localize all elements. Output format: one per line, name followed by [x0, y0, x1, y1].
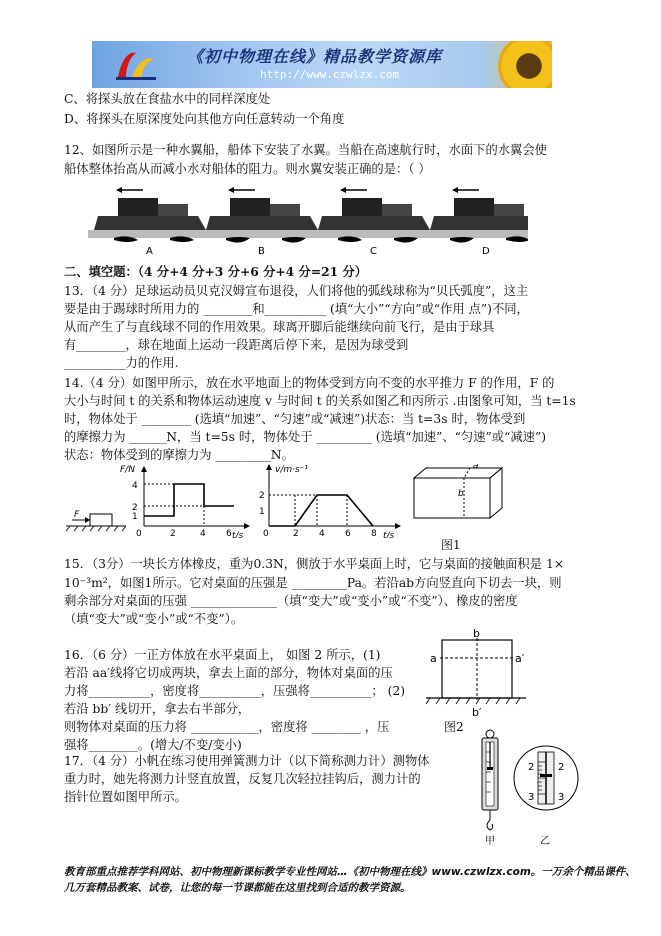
- q14-line-1: 14.（4 分）如图甲所示，放在水平地面上的物体受到方向不变的水平推力 F 的作用，F 的: [64, 376, 555, 390]
- q16-line-3: 力将__________，密度将__________，压强将__________； (2): [64, 684, 406, 698]
- q16-line-5: 则物体对桌面的压力将 ___________，密度将 ________ ，压: [64, 720, 390, 734]
- boat-b: [200, 187, 325, 257]
- v-t-ytick-2: 2: [259, 491, 265, 501]
- boat-label-c: C: [370, 246, 377, 257]
- f-t-ytick-4: 4: [132, 481, 138, 491]
- velocity-time-figure: [255, 460, 405, 538]
- q16-line-6: 强将________。(增大/不变/变小): [64, 738, 242, 752]
- q16-line-1: 16．（6 分）一正方体放在水平桌面上， 如图 2 所示，(1): [64, 648, 381, 662]
- option-c: C、将探头放在食盐水中的同样深度处: [64, 92, 271, 106]
- q13-line-3: 从而产生了与直线球不同的作用效果。球离开脚后能继续向前飞行，是由于球具: [64, 320, 495, 334]
- q15-line-4: （填“变大”或“变小”或“不变”）。: [64, 612, 244, 626]
- meter-scale-3: 3: [528, 792, 535, 803]
- q14-line-3: 时，物体处于 ________ (选填“加速”、“匀速”或“减速”)状态：当 t=3s 时，物体受到: [64, 412, 526, 426]
- figure-1-eraser: [410, 464, 510, 524]
- meter-scale-3-right: 3: [558, 792, 565, 803]
- v-t-xtick-2: 2: [293, 529, 299, 538]
- meter-caption-jia: 甲: [485, 836, 495, 846]
- footer-line-2: 几万套精品教案、试卷，让您的每一节课都能在这里找到合适的教学资源。: [64, 882, 411, 894]
- boat-label-d: D: [482, 246, 490, 257]
- option-d: D、将探头在原深度处向其他方向任意转动一个角度: [64, 112, 345, 126]
- f-t-xtick-4: 4: [200, 529, 206, 538]
- q12-line-1: 12、如图所示是一种水翼船，船体下安装了水翼。当船在高速航行时，水面下的水翼会使: [64, 143, 547, 157]
- fig1-label-b: b: [458, 489, 464, 499]
- q13-line-1: 13．（4 分）足球运动员贝克汉姆宣布退役，人们将他的弧线球称为“贝氏弧度”，这主: [64, 284, 529, 298]
- v-t-xlabel: t/s: [383, 531, 395, 538]
- q14-line-4: 的摩擦力为 ______N，当 t=5s 时，物体处于 _________ (选填“加速”、“匀速”或“减速”): [64, 430, 547, 444]
- boat-c: [312, 187, 437, 257]
- meter-scale-2: 2: [528, 762, 535, 773]
- section-2-heading: 二、填空题：（4 分+4 分+3 分+6 分+4 分=21 分）: [64, 264, 368, 279]
- f-t-xtick-2: 2: [170, 529, 176, 538]
- q13-line-5: __________力的作用.: [64, 356, 179, 370]
- spring-scale-figure: [460, 728, 580, 846]
- boat-a: [88, 187, 213, 257]
- banner-url: http://www.czwlzx.com: [260, 68, 400, 81]
- force-time-figure: [64, 462, 254, 538]
- boat-label-b: B: [258, 246, 265, 257]
- q16-line-2: 若沿 aa′线将它切成两块，拿去上面的部分，物体对桌面的压: [64, 666, 393, 680]
- v-t-xtick-8: 8: [371, 529, 377, 538]
- hydrofoil-boats-figure: [88, 178, 528, 258]
- figure-2-cube: [420, 628, 530, 720]
- q15-line-1: 15．（3分）一块长方体橡皮，重为0.3N，侧放于水平桌面上时，它与桌面的接触面积是 1×: [64, 557, 565, 571]
- q13-line-4: 有________，球在地面上运动一段距离后停下来，是因为球受到: [64, 338, 409, 352]
- site-banner: [92, 41, 552, 88]
- v-t-xtick-4: 4: [319, 529, 325, 538]
- q14-line-2: 大小与时间 t 的关系和物体运动速度 v 与时间 t 的关系如图乙和丙所示 .由图象可知，当 t=1s: [64, 394, 576, 408]
- q14-line-5: 状态：物体受到的摩擦力为 _________N。: [64, 448, 294, 462]
- footer-line-1: 教育部重点推荐学科网站、初中物理新课标教学专业性网站…《初中物理在线》www.czwlzx.com。一万余个精品课件、: [64, 866, 636, 878]
- q16-line-4: 若沿 bb′ 线切开，拿去右半部分，: [64, 702, 251, 716]
- f-t-ylabel: F/N: [120, 465, 135, 475]
- site-logo-icon: [112, 47, 160, 83]
- v-t-ylabel: v/m·s⁻¹: [275, 465, 309, 475]
- f-t-ytick-0: 0: [136, 529, 142, 538]
- meter-scale-2-right: 2: [558, 762, 565, 773]
- q15-line-2: 10⁻³m²，如图1所示。它对桌面的压强是 _________Pa。若沿ab方向竖直向下切去一块，则: [64, 576, 562, 590]
- push-force-label: F: [74, 510, 80, 520]
- q17-line-3: 指针位置如图甲所示。: [64, 790, 187, 804]
- v-t-ytick-1: 1: [259, 507, 265, 517]
- q17-line-2: 重力时，她先将测力计竖直放置，反复几次轻拉挂钩后，测力计的: [64, 772, 421, 786]
- f-t-graph: [120, 465, 250, 538]
- meter-caption-yi: 乙: [540, 836, 550, 846]
- f-t-xtick-6: 6: [226, 529, 232, 538]
- f-t-ytick-2: 2: [132, 503, 138, 513]
- boat-d: [424, 187, 528, 257]
- fig2-label-b-prime: b′: [472, 706, 482, 719]
- sunflower-icon: [498, 41, 552, 88]
- f-t-ytick-1: 1: [132, 512, 138, 522]
- banner-title: 《初中物理在线》精品教学资源库: [187, 47, 443, 66]
- fig2-label-a: a: [430, 652, 437, 665]
- q12-line-2: 船体整体抬高从而减小水对船体的阻力。则水翼安装正确的是：（ ）: [64, 162, 431, 176]
- fig1-label-a: a: [473, 464, 479, 471]
- f-t-xlabel: t/s: [232, 531, 244, 538]
- v-t-xtick-6: 6: [345, 529, 351, 538]
- v-t-ytick-0: 0: [263, 529, 269, 538]
- fig2-label-a-prime: a′: [515, 652, 525, 665]
- figure-2-caption: 图2: [444, 720, 464, 734]
- q15-line-3: 剩余部分对桌面的压强 ______________（填“变大”或“变小”或“不变”）、橡皮的密度: [64, 594, 518, 608]
- boat-label-a: A: [146, 246, 153, 257]
- figure-1-caption: 图1: [441, 538, 461, 552]
- q13-line-2: 要是由于踢球时所用力的 ________和__________ (填“大小”“方向”或“作用 点”)不同，: [64, 302, 529, 316]
- fig2-label-b: b: [473, 628, 480, 640]
- q17-line-1: 17．（4 分）小帆在练习使用弹簧测力计（以下简称测力计）测物体: [64, 754, 430, 768]
